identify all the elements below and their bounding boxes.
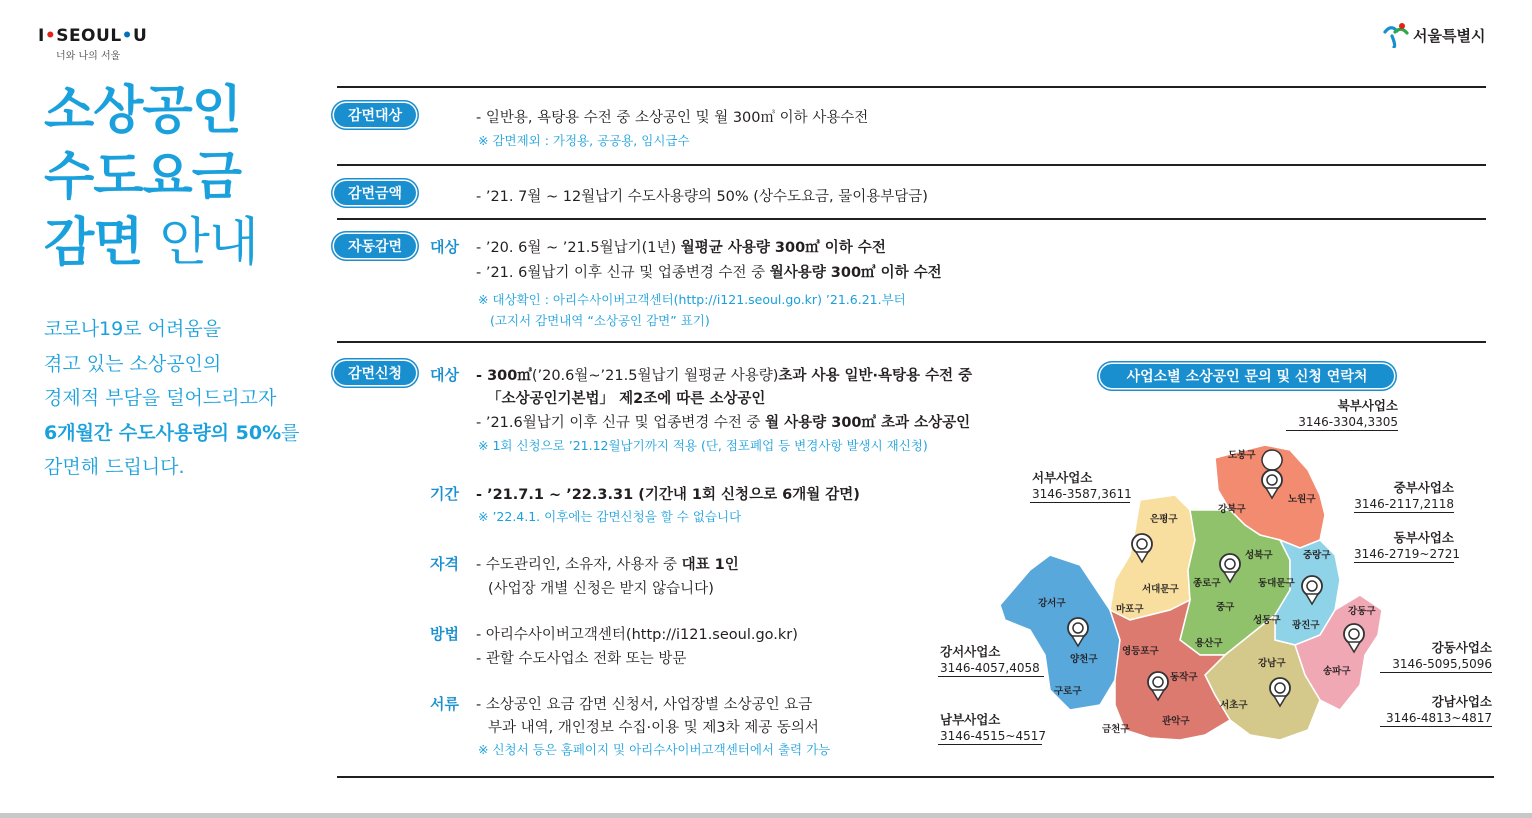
- apply-qual-line1: - 수도관리인, 소유자, 사용자 중 대표 1인: [476, 557, 739, 573]
- label-yongsan: 용산구: [1195, 638, 1223, 649]
- divider: [337, 776, 1494, 778]
- label-gwangjin: 광진구: [1292, 620, 1320, 631]
- office-east-underline: [1354, 562, 1454, 563]
- apply-docs-line2: 부과 내역, 개인정보 수집·이용 및 제3차 제공 동의서: [488, 720, 819, 736]
- label-nowon: 노원구: [1288, 494, 1316, 505]
- apply-target-note: ※ 1회 신청으로 ’21.12월납기까지 적용 (단, 점포폐업 등 변경사항 발생시 재신청): [478, 438, 928, 453]
- badge-amount: 감면금액: [334, 181, 416, 205]
- label-guro: 구로구: [1054, 686, 1082, 697]
- label-gangbuk: 강북구: [1218, 504, 1246, 515]
- label-jungnang: 중랑구: [1303, 550, 1331, 561]
- seoul-emblem-icon: [1382, 22, 1410, 48]
- label-seocho: 서초구: [1220, 700, 1248, 711]
- label-eunpyeong: 은평구: [1150, 514, 1178, 525]
- label-geumcheon: 금천구: [1102, 724, 1130, 735]
- auto-target-label: 대상: [430, 238, 459, 256]
- city-name: 서울특별시: [1413, 26, 1486, 45]
- target-line1: - 일반용, 욕탕용 수전 중 소상공인 및 월 300㎥ 이하 사용수전: [476, 110, 869, 126]
- label-yeongdeungpo: 영등포구: [1122, 646, 1159, 657]
- title-line2: 수도요금: [44, 147, 241, 207]
- apply-target-line3: - ’21.6월납기 이후 신규 및 업종변경 수전 중 월 사용량 300㎥ 초과 소상공인: [476, 415, 971, 431]
- office-south-underline: [938, 744, 1042, 745]
- badge-auto: 자동감면: [334, 234, 416, 258]
- auto-line2: - ’21. 6월납기 이후 신규 및 업종변경 수전 중 월사용량 300㎥ 이하 수전: [476, 265, 942, 281]
- auto-note1: ※ 대상확인 : 아리수사이버고객센터(http://i121.seoul.go.kr) ’21.6.21.부터: [478, 292, 906, 307]
- label-gangdong: 강동구: [1348, 606, 1376, 617]
- office-gangnam-underline: [1380, 726, 1492, 727]
- iseoulu-logo: I•SEOUL•U: [38, 26, 148, 46]
- office-central-underline: [1354, 512, 1454, 513]
- office-central: 중부사업소 3146-2117,2118: [1354, 480, 1454, 511]
- apply-qual-label: 자격: [430, 555, 459, 573]
- badge-apply: 감면신청: [334, 361, 416, 385]
- office-north: 북부사업소 3146-3304,3305: [1298, 398, 1398, 429]
- intro-text: 코로나19로 어려움을 겪고 있는 소상공인의 경제적 부담을 덜어드리고자 6개월간 수도사용량의 50%를 감면해 드립니다.: [44, 318, 300, 478]
- label-gwanak: 관악구: [1162, 716, 1190, 727]
- apply-method-label: 방법: [430, 625, 459, 643]
- label-songpa: 송파구: [1323, 666, 1351, 677]
- apply-method-line1: - 아리수사이버고객센터(http://i121.seoul.go.kr): [476, 627, 798, 643]
- label-seongdong: 성동구: [1253, 615, 1281, 626]
- label-jung: 중구: [1216, 602, 1235, 613]
- office-gangseo-underline: [938, 676, 1044, 677]
- apply-docs-note: ※ 신청서 등은 홈페이지 및 아리수사이버고객센터에서 출력 가능: [478, 742, 831, 757]
- apply-method-line2: - 관할 수도사업소 전화 또는 방문: [476, 651, 687, 667]
- office-south: 남부사업소 3146-4515~4517: [940, 712, 1047, 743]
- label-dongjak: 동작구: [1170, 672, 1198, 683]
- page-title: [44, 78, 258, 276]
- divider: [337, 341, 1486, 343]
- office-gangseo: 강서사업소 3146-4057,4058: [940, 644, 1040, 675]
- auto-line1: - ’20. 6월 ~ ’21.5월납기(1년) 월평균 사용량 300㎥ 이하 수전: [476, 240, 886, 256]
- seoul-city-logo: [1382, 22, 1485, 48]
- apply-qual-line2: (사업장 개별 신청은 받지 않습니다): [488, 581, 714, 597]
- title-line3: 감면 안내: [44, 213, 259, 273]
- office-gangnam: 강남사업소 3146-4813~4817: [1385, 694, 1492, 725]
- apply-period-label: 기간: [430, 485, 459, 503]
- label-gangseo: 강서구: [1038, 598, 1066, 609]
- logo-slogan: 너와 나의 서울: [56, 51, 121, 62]
- map-title-badge: 사업소별 소상공인 문의 및 신청 연락처: [1100, 364, 1394, 388]
- label-yangcheon: 양천구: [1070, 654, 1098, 665]
- office-west: 서부사업소 3146-3587,3611: [1032, 470, 1132, 501]
- title-line1: 소상공인: [44, 81, 241, 141]
- divider: [337, 86, 1486, 88]
- label-dongdaemun: 동대문구: [1258, 578, 1295, 589]
- divider: [337, 218, 1486, 220]
- label-mapo: 마포구: [1116, 604, 1144, 615]
- auto-note2: (고지서 감면내역 “소상공인 감면” 표기): [490, 313, 710, 328]
- apply-period-line1: - ’21.7.1 ~ ’22.3.31 (기간내 1회 신청으로 6개월 감면): [476, 487, 860, 503]
- apply-docs-label: 서류: [430, 695, 459, 713]
- office-east: 동부사업소 3146-2719~2721: [1354, 530, 1461, 561]
- apply-period-note: ※ ’22.4.1. 이후에는 감면신청을 할 수 없습니다: [478, 509, 742, 524]
- apply-target-label: 대상: [430, 366, 459, 384]
- apply-docs-line1: - 소상공인 요금 감면 신청서, 사업장별 소상공인 요금: [476, 697, 813, 713]
- label-jongno: 종로구: [1193, 578, 1221, 589]
- amount-line1: - ’21. 7월 ~ 12월납기 수도사용량의 50% (상수도요금, 물이용부담금): [476, 189, 928, 205]
- apply-target-line1: - 300㎥(’20.6월~’21.5월납기 월평균 사용량)초과 사용 일반·욕탕용 수전 중: [476, 368, 973, 384]
- target-note: ※ 감면제외 : 가정용, 공공용, 임시급수: [478, 133, 690, 148]
- bottom-bar: [0, 813, 1532, 818]
- office-gangdong-underline: [1380, 672, 1492, 673]
- divider: [337, 164, 1486, 166]
- office-north-underline: [1286, 430, 1398, 431]
- badge-target: 감면대상: [334, 103, 416, 127]
- label-dobong: 도봉구: [1228, 450, 1256, 461]
- label-gangnam: 강남구: [1258, 658, 1286, 669]
- office-west-underline: [1030, 502, 1130, 503]
- apply-target-line2: 「소상공인기본법」 제2조에 따른 소상공인: [487, 391, 766, 407]
- office-gangdong: 강동사업소 3146-5095,5096: [1392, 640, 1492, 671]
- label-seongbuk: 성북구: [1245, 550, 1273, 561]
- label-seodaemun: 서대문구: [1142, 584, 1179, 595]
